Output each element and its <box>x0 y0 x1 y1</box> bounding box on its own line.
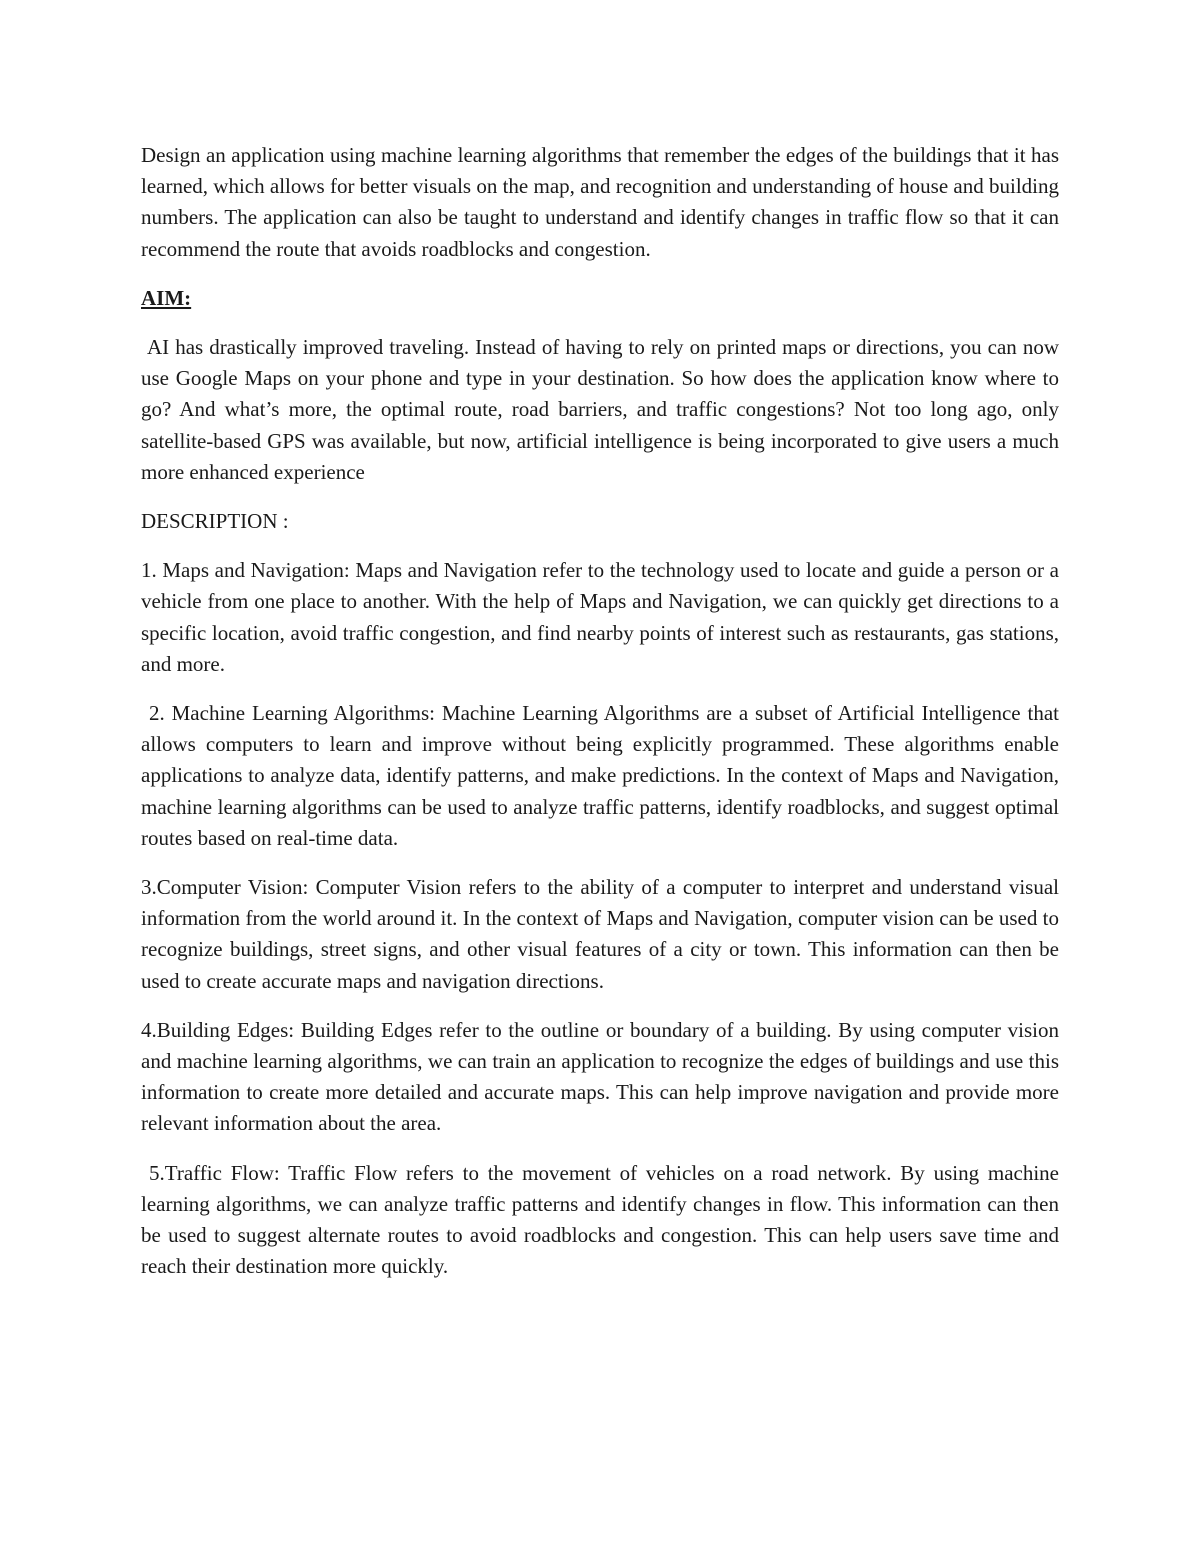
description-item-computer-vision: 3.Computer Vision: Computer Vision refers to the ability of a computer to interpret and understand visual information from the world around it. In the context of Maps and Navigation, computer vision can be used to recognize buildings, street signs, and other visual features of a city or town. This information can then be used to create accurate maps and navigation directions. <box>141 875 1059 993</box>
description-heading: DESCRIPTION : <box>141 509 289 534</box>
aim-heading: AIM: <box>141 285 192 310</box>
intro-paragraph: Design an application using machine learning algorithms that remember the edges of the buildings that it has learned, which allows for better visuals on the map, and recognition and understanding of house and building numbers. The application can also be taught to understand and identify changes in traffic flow so that it can recommend the route that avoids roadblocks and congestion. <box>141 143 1059 261</box>
description-item-machine-learning: 2. Machine Learning Algorithms: Machine Learning Algorithms are a subset of Artificial Intelligence that allows computers to learn and improve without being explicitly programmed. These algorithms enable applications to analyze data, identify patterns, and make predictions. In the context of Maps and Navigation, machine learning algorithms can be used to analyze traffic patterns, identify roadblocks, and suggest optimal routes based on real-time data. <box>141 701 1059 850</box>
document-body <box>141 140 1059 1301</box>
description-item-traffic-flow: 5.Traffic Flow: Traffic Flow refers to the movement of vehicles on a road network. By using machine learning algorithms, we can analyze traffic patterns and identify changes in flow. This information can then be used to suggest alternate routes to avoid roadblocks and congestion. This can help users save time and reach their destination more quickly. <box>141 1160 1059 1279</box>
description-item-building-edges: 4.Building Edges: Building Edges refer to the outline or boundary of a building. By using computer vision and machine learning algorithms, we can train an application to recognize the edges of buildings and use this information to create more detailed and accurate maps. This can help improve navigation and provide more relevant information about the area. <box>141 1017 1059 1136</box>
aim-paragraph: AI has drastically improved traveling. Instead of having to rely on printed maps or directions, you can now use Google Maps on your phone and type in your destination. So how does the application know where to go? And what’s more, the optimal route, road barriers, and traffic congestions? Not too long ago, only satellite-based GPS was available, but now, artificial intelligence is being incorporated to give users a much more enhanced experience <box>141 335 1059 484</box>
description-item-maps-navigation: 1. Maps and Navigation: Maps and Navigation refer to the technology used to locate and guide a person or a vehicle from one place to another. With the help of Maps and Navigation, we can quickly get directions to a specific location, avoid traffic congestion, and find nearby points of interest such as restaurants, gas stations, and more. <box>141 558 1059 676</box>
